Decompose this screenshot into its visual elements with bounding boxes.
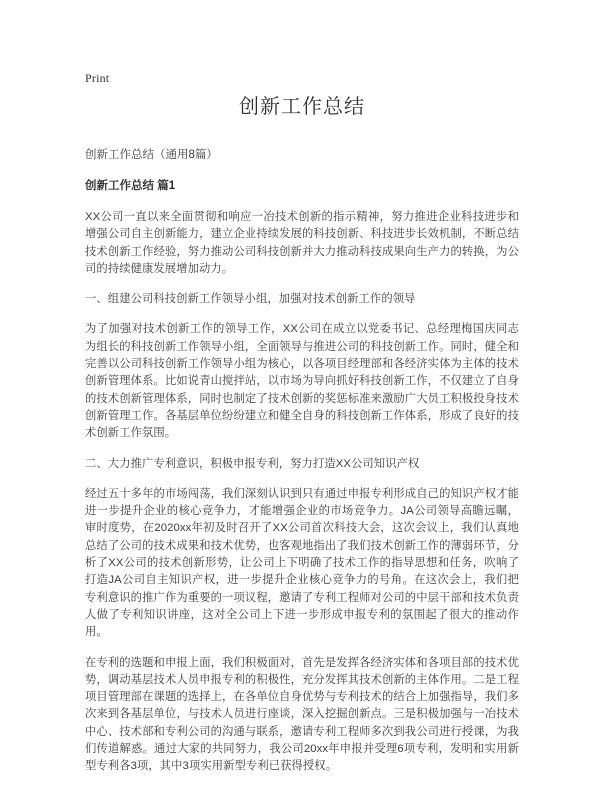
body-paragraph: 经过五十多年的市场闯荡，我们深刻认识到只有通过申报专利形成自己的知识产权才能进一步提升企业的核心竞争力，才能增强企业的市场竞争力。JA公司领导高瞻远瞩，审时度势，在2020xx年初及时召开了XX公司首次科技大会，这次会议上，我们认真地总结了公司的技术成果和技术优势，也客观地指出了我们技术创新工作的薄弱环节，分析了XX公司的技术创新形势，让公司上下明确了技术工作的指导思想和任务，吹响了打造JA公司自主知识产权，进一步提升企业核心竞争力的号角。在这次会上，我们把专利意识的推广作为重要的一项议程，邀请了专利工程师对公司的中层干部和技术负责人做了专利知识讲座，这对全公司上下进一步形成申报专利的氛围起了很大的推动作用。 [85, 487, 519, 639]
numbered-section-title: 二、大力推广专利意识，积极申报专利，努力打造XX公司知识产权 [85, 457, 420, 470]
document-subtitle: 创新工作总结（通用8篇） [85, 149, 218, 161]
numbered-section-title: 一、组建公司科技创新工作领导小组，加强对技术创新工作的领导 [85, 293, 416, 306]
document-section-heading: 创新工作总结 篇1 [85, 180, 176, 192]
body-paragraph: 为了加强对技术创新工作的领导工作，XX公司在成立以党委书记、总经理梅国庆同志为组长的科技创新工作领导小组，全面领导与推进公司的科技创新工作。同时，健全和完善以公司科技创新工作领导小组为核心，以各项目经理部和各经济实体为主体的技术创新管理体系。比如说青山搅拌站，以市场为导向抓好科技创新工作，不仅建立了自身的技术创新管理体系，同时也制定了技术创新的奖惩标准来激励广大员工积极投身技术创新管理工作。各基层单位纷纷建立和健全自身的科技创新工作体系，形成了良好的技术创新工作氛围。 [85, 323, 519, 440]
body-paragraph: 在专利的选题和申报上面，我们积极面对，首先是发挥各经济实体和各项目部的技术优势，调动基层技术人员申报专利的积极性，充分发挥其技术创新的主体作用。二是工程项目管理部在课题的选择上，在各单位自身优势与专利技术的结合上加强指导，我们多次来到各基层单位，与技术人员进行座谈，深入挖掘创新点。三是积极加强与一冶技术中心、技术部和专利公司的沟通与联系，邀请专利工程师多次到我公司进行授课，为我们传道解惑。通过大家的共同努力，我公司20xx年申报并受理6项专利，发明和实用新型专利各3项，其中3项实用新型专利已获得授权。 [85, 656, 519, 773]
page-title: 创新工作总结 [239, 96, 365, 118]
print-toolbar [85, 70, 109, 86]
print-button[interactable]: Print [85, 71, 110, 85]
document-body [85, 94, 519, 789]
body-paragraph: XX公司一直以来全面贯彻和响应一冶技术创新的指示精神，努力推进企业科技进步和增强公司自主创新能力，建立企业持续发展的科技创新、科技进步长效机制，不断总结技术创新工作经验，努力推动公司科技创新并大力推动科技成果向生产力的转换，为公司的持续健康发展增加动力。 [85, 211, 519, 275]
